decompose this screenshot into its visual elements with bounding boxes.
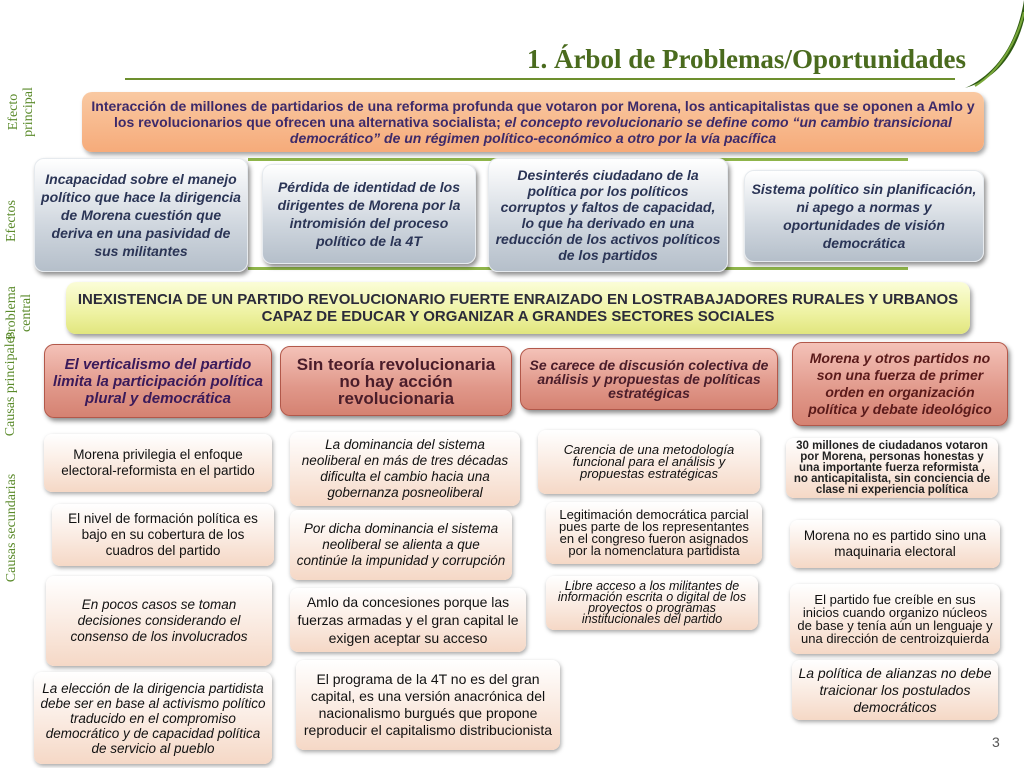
efecto-principal-box (82, 92, 984, 152)
causa-principal-3: Se carece de discusión colectiva de análisis y propuestas de políticas estratégicas (520, 348, 778, 410)
causa-principal-1: El verticalismo del partido limita la participación política plural y democrática (44, 344, 272, 418)
efecto-4: Sistema político sin planificación, ni apego a normas y oportunidades de visión democrática (744, 170, 984, 262)
label-causas-secundarias: Causas secundarias (4, 473, 19, 583)
causa-secundaria-1-2: El nivel de formación política es bajo en su cobertura de los cuadros del partido (52, 504, 274, 566)
causa-secundaria-1-1: Morena privilegia el enfoque electoral-reformista en el partido (44, 434, 272, 492)
label-causas-principales: Causas principales (3, 331, 18, 437)
causa-principal-4: Morena y otros partidos no son una fuerza de primer orden en organización política y debate ideológico (792, 342, 1008, 426)
label-efectos: Efectos (4, 200, 19, 242)
causa-secundaria-3-2: Legitimación democrática parcial pues parte de los representantes en el congreso fueron asignados por la nomenclatura partidista (546, 502, 762, 564)
efecto-3: Desinterés ciudadano de la política por los políticos corruptos y faltos de capacidad, lo que ha derivado en una reducción de los activos políticos de los partidos (488, 158, 728, 272)
causa-secundaria-4-3: El partido fue creíble en sus inicios cuando organizo núcleos de base y tenía aún un lenguaje y una dirección de centroizquierda (790, 584, 1000, 654)
causa-secundaria-2-1: La dominancia del sistema neoliberal en más de tres décadas dificulta el cambio hacia una gobernanza posneoliberal (290, 432, 520, 506)
page-title: 1. Árbol de Problemas/Oportunidades (526, 44, 966, 74)
causa-secundaria-1-3: En pocos casos se toman decisiones considerando el consenso de los involucrados (46, 576, 272, 666)
efecto-principal-text: Interacción de millones de partidarios de una reforma profunda que votaron por Morena, los anticapitalistas que se oponen a Amlo y los revolucionarios que ofrecen una alternativa socialista; (91, 98, 975, 130)
decorative-swoosh (955, 0, 1024, 90)
causa-secundaria-2-3: Amlo da concesiones porque las fuerzas armadas y el gran capital le exigen aceptar su acceso (290, 588, 526, 652)
label-efecto-principal: Efecto principal (6, 87, 36, 137)
causa-secundaria-4-4: La política de alianzas no debe traicionar los postulados democráticos (792, 660, 998, 720)
causa-secundaria-2-4: El programa de la 4T no es del gran capital, es una versión anacrónica del nacionalismo burgués que propone reproducir el capitalismo distribucionista (296, 660, 560, 750)
page-number: 3 (992, 734, 1000, 750)
efecto-2: Pérdida de identidad de los dirigentes de Morena por la intromisión del proceso político de la 4T (262, 164, 476, 264)
causa-secundaria-4-1: 30 millones de ciudadanos votaron por Morena, personas honestas y una importante fuerza reformista , no anticapitalista, sin conciencia de clase ni experiencia política (786, 438, 998, 498)
causa-secundaria-1-4: La elección de la dirigencia partidista debe ser en base al activismo político traducido en el compromiso democrático y de capacidad política de servicio al pueblo (34, 672, 272, 764)
efecto-1: Incapacidad sobre el manejo político que hace la dirigencia de Morena cuestión que deriva en una pasividad de sus militantes (34, 158, 248, 272)
causa-secundaria-2-2: Por dicha dominancia el sistema neoliberal se alienta a que continúe la impunidad y corrupción (290, 510, 512, 580)
causa-secundaria-3-3: Libre acceso a los militantes de información escrita o digital de los proyectos o programas institucionales del partido (546, 576, 758, 630)
efecto-principal-italic: el concepto revolucionario se define como “un cambio transicional democrático” de un régimen político-económico a otro por la vía pacífica (289, 114, 952, 146)
problema-central-box: INEXISTENCIA DE UN PARTIDO REVOLUCIONARIO FUERTE ENRAIZADO EN LOSTRABAJADORES RURALES Y URBANOS CAPAZ DE EDUCAR Y ORGANIZAR A GRANDES SECTORES SOCIALES (66, 282, 970, 334)
label-problema-central: Problema central (4, 286, 34, 340)
causa-secundaria-4-2: Morena no es partido sino una maquinaria electoral (790, 520, 1000, 568)
causa-principal-2: Sin teoría revolucionaria no hay acción revolucionaria (280, 346, 512, 416)
causa-secundaria-3-1: Carencia de una metodología funcional para el análisis y propuestas estratégicas (538, 430, 760, 494)
title-underline (125, 78, 955, 80)
